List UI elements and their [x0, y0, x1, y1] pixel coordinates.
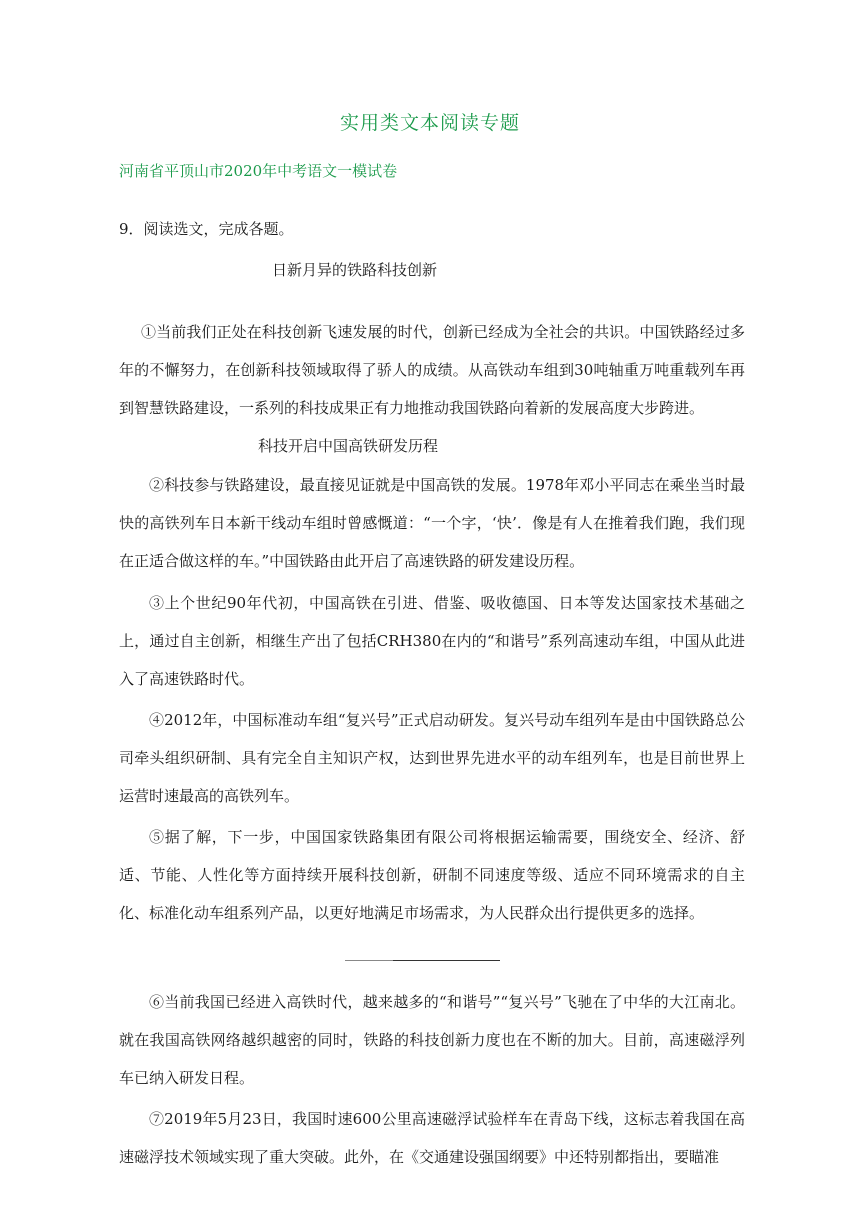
article-title: 日新月异的铁路科技创新	[272, 261, 438, 279]
exam-source-subtitle: 河南省平顶山市2020年中考语文一模试卷	[119, 162, 398, 180]
document-title: 实用类文本阅读专题	[339, 112, 520, 134]
paragraph-7: ⑦2019年5月23日，我国时速600公里高速磁浮试验样车在青岛下线，这标志着我国在高速磁浮技术领域实现了重大突破。此外，在《交通建设强国纲要》中还特别都指出，要瞄准	[119, 1110, 745, 1166]
paragraph-2: ②科技参与铁路建设，最直接见证就是中国高铁的发展。1978年邓小平同志在乘坐当时最快的高铁列车日本新干线动车组时曾感慨道：“一个字，‘快’．像是有人在推着我们跑，我们现在正适合做这样的车。”中国铁路由此开启了高速铁路的研发建设历程。	[119, 476, 745, 570]
paragraph-5: ⑤据了解，下一步，中国国家铁路集团有限公司将根据运输需要，围绕安全、经济、舒适、节能、人性化等方面持续开展科技创新，研制不同速度等级、适应不同环境需求的自主化、标准化动车组系列产品，以更好地满足市场需求，为人民群众出行提供更多的选择。	[119, 828, 745, 922]
fill-in-blank-line	[345, 960, 500, 961]
question-prompt: 9．阅读选文，完成各题。	[119, 220, 294, 238]
section-title: 科技开启中国高铁研发历程	[258, 437, 439, 455]
paragraph-4: ④2012年，中国标准动车组“复兴号”正式启动研发。复兴号动车组列车是由中国铁路总公司牵头组织研制、具有完全自主知识产权，达到世界先进水平的动车组列车，也是目前世界上运营时速最高的高铁列车。	[119, 711, 745, 805]
paragraph-1: ①当前我们正处在科技创新飞速发展的时代，创新已经成为全社会的共识。中国铁路经过多年的不懈努力，在创新科技领域取得了骄人的成绩。从高铁动车组到30吨轴重万吨重载列车再到智慧铁路建设，一系列的科技成果正有力地推动我国铁路向着新的发展高度大步跨进。	[119, 323, 745, 417]
paragraph-6: ⑥当前我国已经进入高铁时代，越来越多的“和谐号”“复兴号”飞驰在了中华的大江南北。就在我国高铁网络越织越密的同时，铁路的科技创新力度也在不断的加大。目前，高速磁浮列车已纳入研发日程。	[119, 993, 745, 1087]
paragraph-3: ③上个世纪90年代初，中国高铁在引进、借鉴、吸收德国、日本等发达国家技术基础之上，通过自主创新，相继生产出了包括CRH380在内的“和谐号”系列高速动车组，中国从此进入了高速铁路时代。	[119, 594, 745, 688]
